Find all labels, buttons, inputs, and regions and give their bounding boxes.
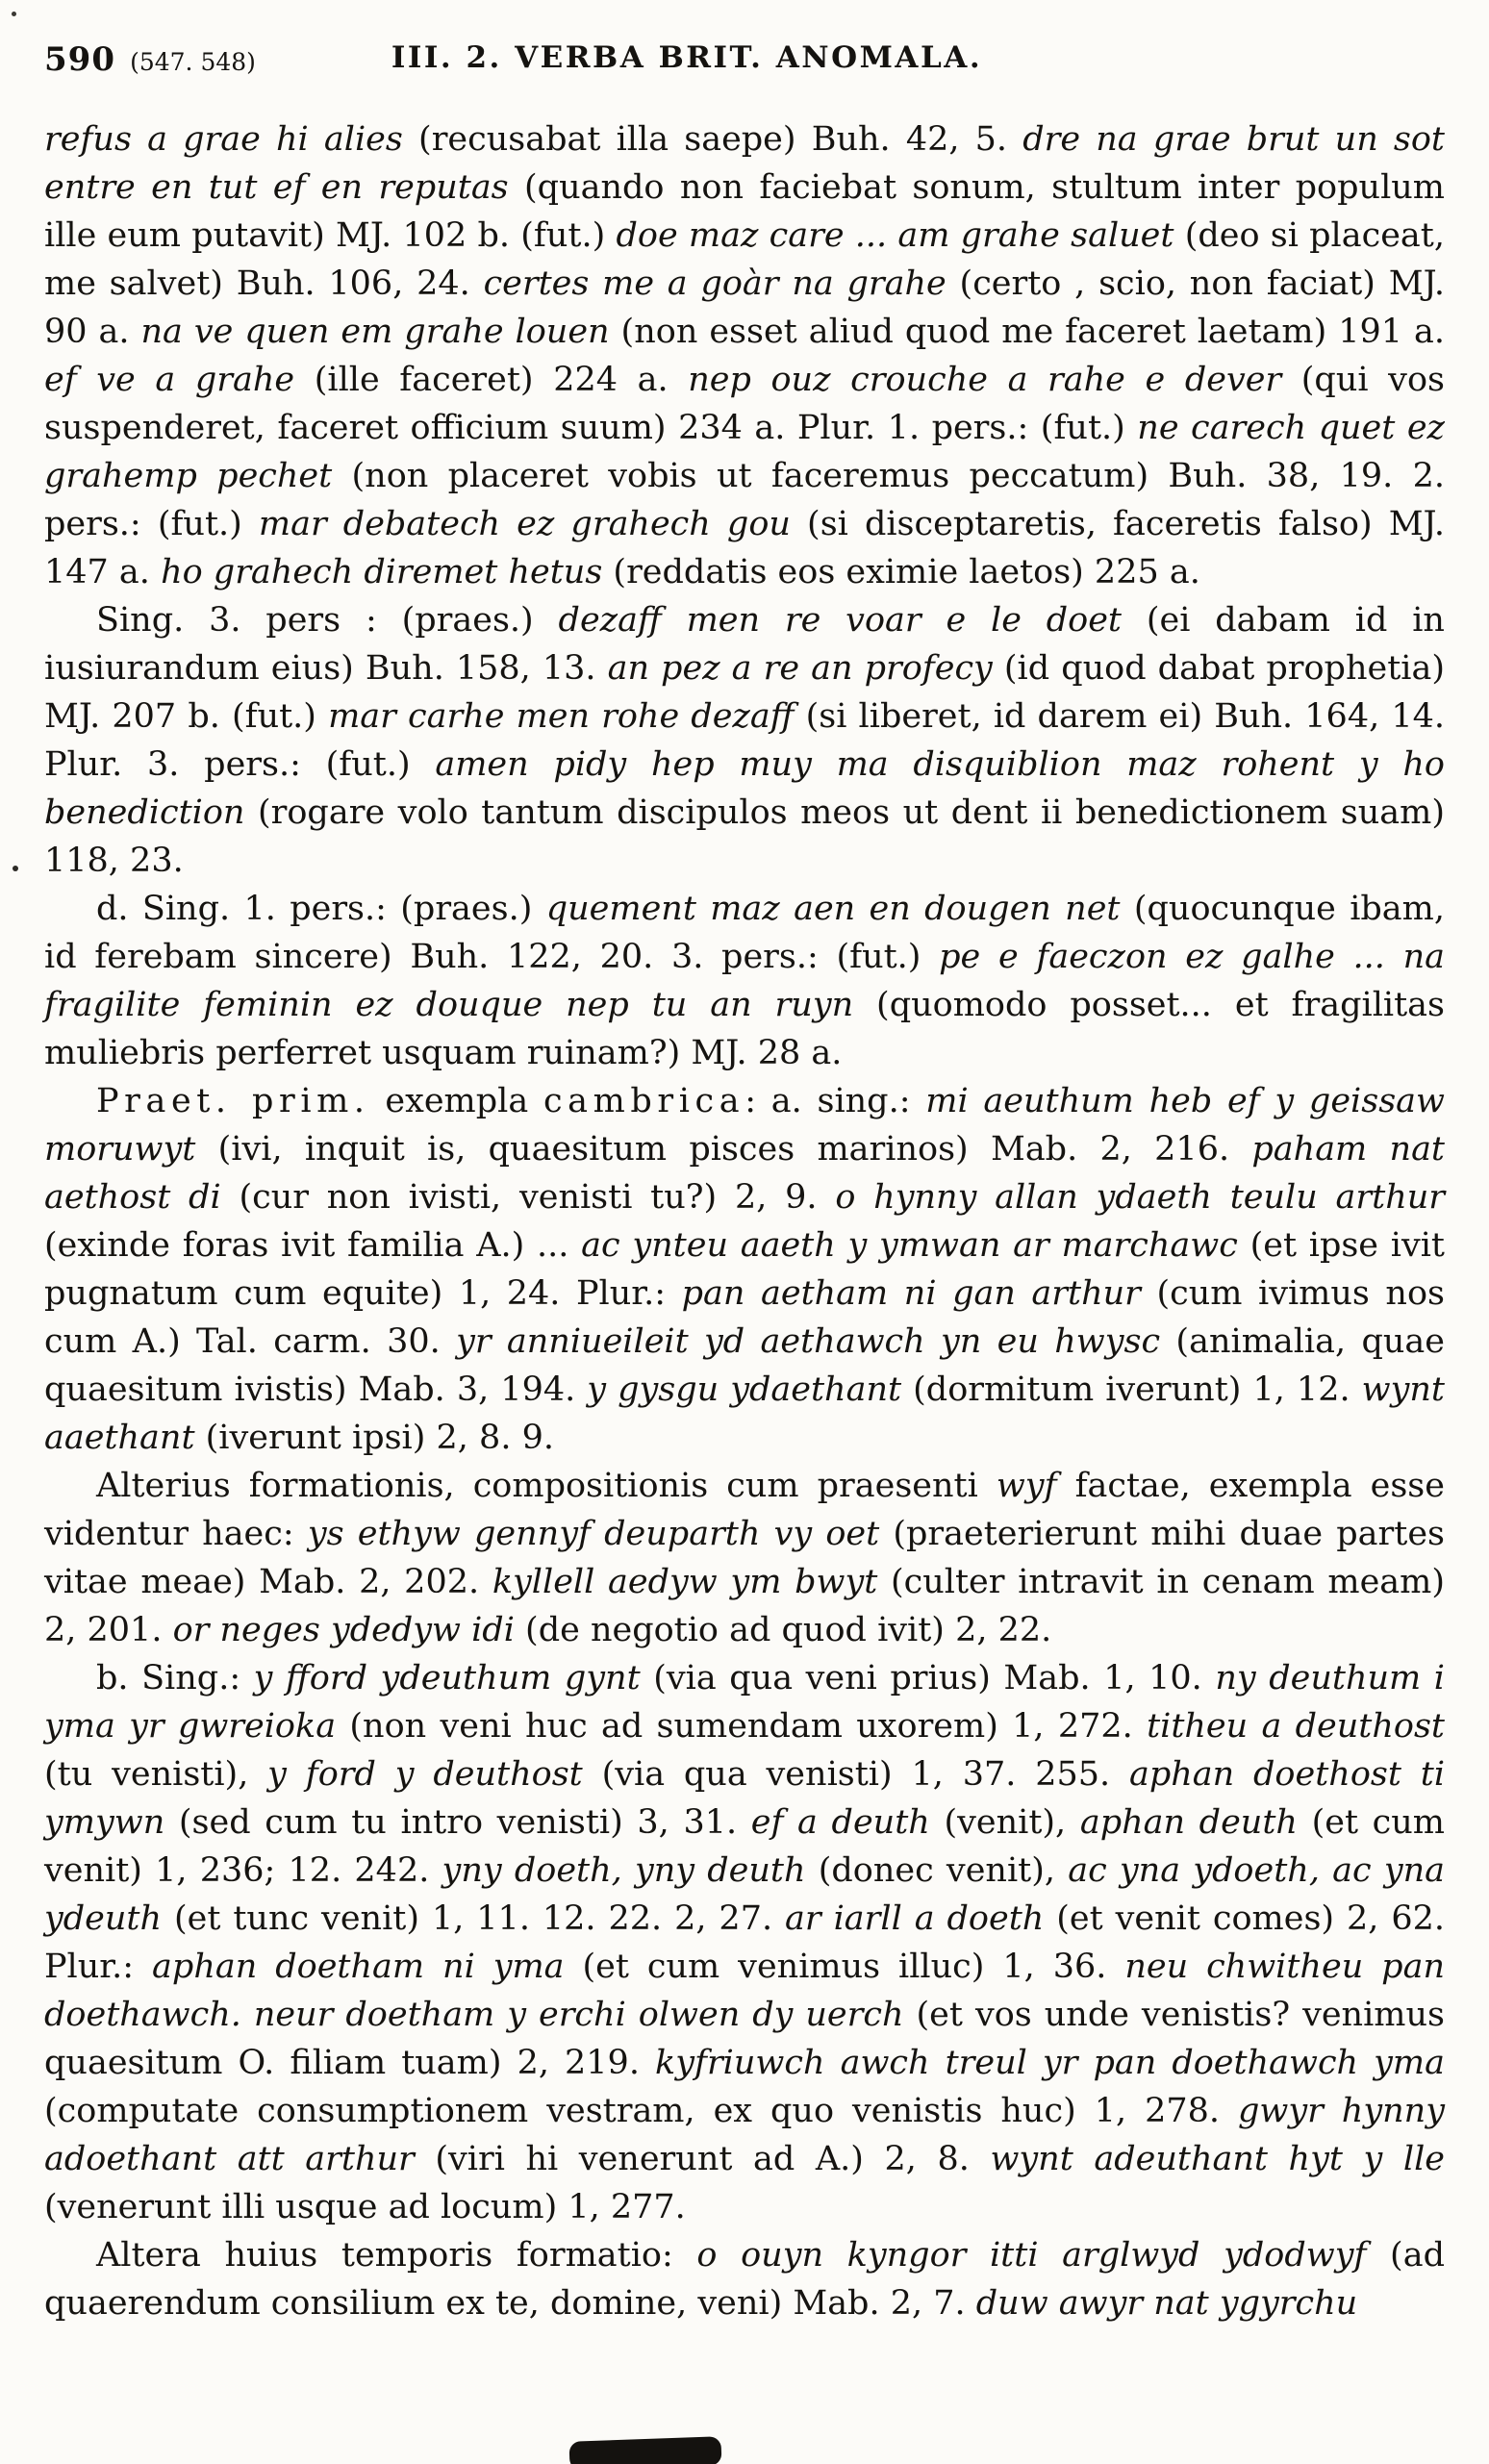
text-segment: nep ouz crouche a rahe e dever	[688, 361, 1282, 399]
text-segment: (dormitum iverunt) 1, 12.	[901, 1370, 1362, 1409]
text-segment: (id quod dabat prophetia) MJ. 207 b. (fut.)	[44, 649, 1445, 736]
paragraph	[44, 1462, 1445, 1654]
text-segment: (si disceptaretis, faceretis falso) MJ. 147 a.	[44, 505, 1445, 591]
text-segment: ny deuthum i yma yr gwreioka	[44, 1659, 1445, 1746]
text-segment: (si liberet, id darem ei) Buh. 164, 14. Plur. 3. pers.: (fut.)	[44, 697, 1445, 784]
text-segment: wynt aaethant	[44, 1370, 1445, 1457]
column-reference: (547. 548)	[130, 48, 256, 76]
text-segment: (iverunt ipsi) 2, 8. 9.	[194, 1419, 554, 1457]
text-segment: (recusabat illa saepe) Buh. 42, 5.	[402, 120, 1023, 159]
text-segment: (non esset aliud quod me faceret laetam) 191 a.	[609, 313, 1445, 351]
text-segment: (computate consumptionem vestram, ex quo venistis huc) 1, 278.	[44, 2092, 1238, 2130]
text-segment: (praeterierunt mihi duae partes vitae meae) Mab. 2, 202.	[44, 1515, 1445, 1601]
text-segment: mar carhe men rohe dezaff	[328, 697, 795, 736]
text-segment: Alterius formationis, compositionis cum praesenti	[96, 1467, 997, 1505]
text-segment: (et cum venit) 1, 236; 12. 242.	[44, 1803, 1445, 1890]
text-segment: pan aetham ni gan arthur	[681, 1274, 1141, 1313]
text-segment: (et tunc venit) 1, 11. 12. 22. 2, 27.	[162, 1899, 786, 1938]
text-segment: neu chwitheu pan doethawch. neur doetham y erchi olwen dy uerch	[44, 1948, 1445, 2034]
text-segment: ys ethyw gennyf deuparth vy oet	[307, 1515, 880, 1553]
text-segment: : a. sing.:	[744, 1082, 926, 1120]
page-header	[44, 35, 1445, 90]
text-segment: cambrica	[543, 1082, 745, 1120]
text-segment: (sed cum tu intro venisti) 3, 31.	[164, 1803, 751, 1842]
scan-speck	[13, 866, 18, 871]
text-segment: (tu venisti),	[44, 1755, 268, 1794]
text-segment: (et ipse ivit pugnatum cum equite) 1, 24. Plur.:	[44, 1226, 1445, 1313]
text-segment: na ve quen em grahe louen	[140, 313, 610, 351]
text-segment: wyf	[996, 1467, 1057, 1505]
text-segment: (culter intravit in cenam meam) 2, 201.	[44, 1563, 1445, 1649]
text-segment: Praet. prim.	[96, 1082, 370, 1120]
text-segment: wynt adeuthant hyt y lle	[990, 2140, 1445, 2178]
text-segment: (via qua venisti) 1, 37. 255.	[582, 1755, 1129, 1794]
text-segment: quement maz aen en dougen net	[545, 890, 1121, 928]
text-segment: (rogare volo tantum discipulos meos ut dent ii benedictionem suam) 118, 23.	[44, 793, 1445, 880]
text-segment: b. Sing.:	[96, 1659, 254, 1697]
text-segment: (viri hi venerunt ad A.) 2, 8.	[414, 2140, 991, 2178]
text-segment: titheu a deuthost	[1147, 1707, 1445, 1746]
text-segment: (ivi, inquit is, quaesitum pisces marinos) Mab. 2, 216.	[195, 1130, 1252, 1169]
text-segment: aphan deuth	[1079, 1803, 1298, 1842]
text-segment: (et venit comes) 2, 62. Plur.:	[44, 1899, 1446, 1986]
text-segment: (cur non ivisti, venisti tu?) 2, 9.	[220, 1178, 836, 1217]
text-segment: (reddatis eos eximie laetos) 225 a.	[602, 553, 1200, 591]
text-segment: (et vos unde venistis? venimus quaesitum O. filiam tuam) 2, 219.	[44, 1996, 1445, 2082]
text-segment: refus a grae hi alies	[44, 120, 403, 159]
text-segment: aphan doethost ti ymywn	[44, 1755, 1446, 1842]
text-segment: kyllell aedyw ym bwyt	[492, 1563, 878, 1601]
text-segment: (venerunt illi usque ad locum) 1, 277.	[44, 2188, 686, 2226]
text-segment: (exinde foras ivit familia A.) ...	[44, 1226, 582, 1265]
text-segment: ho grahech diremet hetus	[161, 553, 603, 591]
text-segment: mar debatech ez grahech gou	[258, 505, 791, 543]
text-segment: y fford ydeuthum gynt	[253, 1659, 641, 1697]
text-segment: (non veni huc ad sumendam uxorem) 1, 272.	[336, 1707, 1148, 1746]
text-segment: or neges ydedyw idi	[172, 1611, 515, 1649]
text-segment: ar iarll a doeth	[785, 1899, 1045, 1938]
text-segment: (ille faceret) 224 a.	[294, 361, 689, 399]
text-segment: Sing. 3. pers : (praes.)	[96, 601, 559, 640]
text-segment: (animalia, quae quaesitum ivistis) Mab. 3, 194.	[44, 1322, 1445, 1409]
text-segment: amen pidy hep muy ma disquiblion maz rohent y ho benediction	[44, 745, 1445, 832]
text-segment: (deo si placeat, me salvet) Buh. 106, 24.	[44, 216, 1445, 303]
text-segment: d. Sing. 1. pers.: (praes.)	[96, 890, 546, 928]
text-segment: gwyr hynny adoethant att arthur	[44, 2092, 1445, 2178]
text-segment: (non placeret vobis ut faceremus peccatum) Buh. 38, 19. 2. pers.: (fut.)	[44, 457, 1445, 543]
paragraph	[44, 2231, 1445, 2327]
text-segment: (et cum venimus illuc) 1, 36.	[564, 1948, 1125, 1986]
text-segment: ac ynteu aaeth y ymwan ar marchawc	[581, 1226, 1238, 1265]
paragraph	[44, 1654, 1445, 2231]
text-segment: factae, exempla esse videntur haec:	[44, 1467, 1445, 1553]
text-segment: (cum ivimus nos cum A.) Tal. carm. 30.	[44, 1274, 1445, 1361]
text-segment: certes me a goàr na grahe	[483, 264, 946, 303]
text-segment: dre na grae brut un sot entre en tut ef en reputas	[44, 120, 1446, 207]
text-segment: (venit),	[929, 1803, 1080, 1842]
text-segment: ne carech quet ez grahemp pechet	[44, 409, 1445, 495]
scan-speck	[12, 12, 16, 16]
text-segment: duw awyr nat ygyrchu	[975, 2284, 1358, 2323]
text-body	[44, 115, 1445, 2327]
paragraph	[44, 885, 1445, 1077]
running-title: III. 2. VERBA BRIT. ANOMALA.	[391, 40, 983, 75]
text-segment: doe maz care ... am grahe saluet	[616, 216, 1174, 255]
text-segment: o ouyn kyngor itti arglwyd ydodwyf	[696, 2236, 1367, 2275]
text-segment: kyfriuwch awch treul yr pan doethawch yma	[655, 2044, 1445, 2082]
text-segment: yny doeth, yny deuth	[442, 1851, 806, 1890]
text-segment: an pez a re an profecy	[607, 649, 993, 688]
text-segment: ef a deuth	[750, 1803, 930, 1842]
paragraph	[44, 596, 1445, 885]
text-segment: exempla	[369, 1082, 543, 1120]
text-segment: (ei dabam id in iusiurandum eius) Buh. 158, 13.	[44, 601, 1445, 688]
scan-artifact	[569, 2436, 722, 2464]
text-segment: aphan doetham ni yma	[152, 1948, 565, 1986]
paragraph	[44, 115, 1445, 596]
text-segment: (donec venit),	[805, 1851, 1069, 1890]
text-segment: (quomodo posset... et fragilitas muliebris perferret usquam ruinam?) MJ. 28 a.	[44, 986, 1445, 1072]
text-segment: o hynny allan ydaeth teulu arthur	[835, 1178, 1446, 1217]
text-segment: (quocunque ibam, id ferebam sincere) Buh. 122, 20. 3. pers.: (fut.)	[44, 890, 1445, 976]
text-segment: paham nat aethost di	[44, 1130, 1445, 1217]
text-segment: (qui vos suspenderet, faceret officium suum) 234 a. Plur. 1. pers.: (fut.)	[44, 361, 1445, 447]
text-segment: y gysgu ydaethant	[587, 1370, 902, 1409]
text-segment: y ford y deuthost	[267, 1755, 583, 1794]
text-segment: (ad quaerendum consilium ex te, domine, veni) Mab. 2, 7.	[44, 2236, 1445, 2323]
text-segment: yr anniueileit yd aethawch yn eu hwysc	[456, 1322, 1161, 1361]
page-number: 590	[44, 40, 115, 79]
text-segment: Altera huius temporis formatio:	[96, 2236, 697, 2275]
text-segment: (quando non faciebat sonum, stultum inter populum ille eum putavit) MJ. 102 b. (fut.)	[44, 168, 1445, 255]
text-segment: (de negotio ad quod ivit) 2, 22.	[514, 1611, 1052, 1649]
text-segment: pe e faeczon ez galhe ... na fragilite feminin ez douque nep tu an ruyn	[44, 938, 1445, 1024]
paragraph	[44, 1077, 1445, 1462]
text-segment: (via qua veni prius) Mab. 1, 10.	[640, 1659, 1216, 1697]
text-segment: mi aeuthum heb ef y geissaw moruwyt	[44, 1082, 1445, 1169]
text-segment: ac yna ydoeth, ac yna ydeuth	[44, 1851, 1446, 1938]
text-segment: dezaff men re voar e le doet	[558, 601, 1122, 640]
text-segment: ef ve a grahe	[44, 361, 295, 399]
text-segment: (certo , scio, non faciat) MJ. 90 a.	[44, 264, 1446, 351]
